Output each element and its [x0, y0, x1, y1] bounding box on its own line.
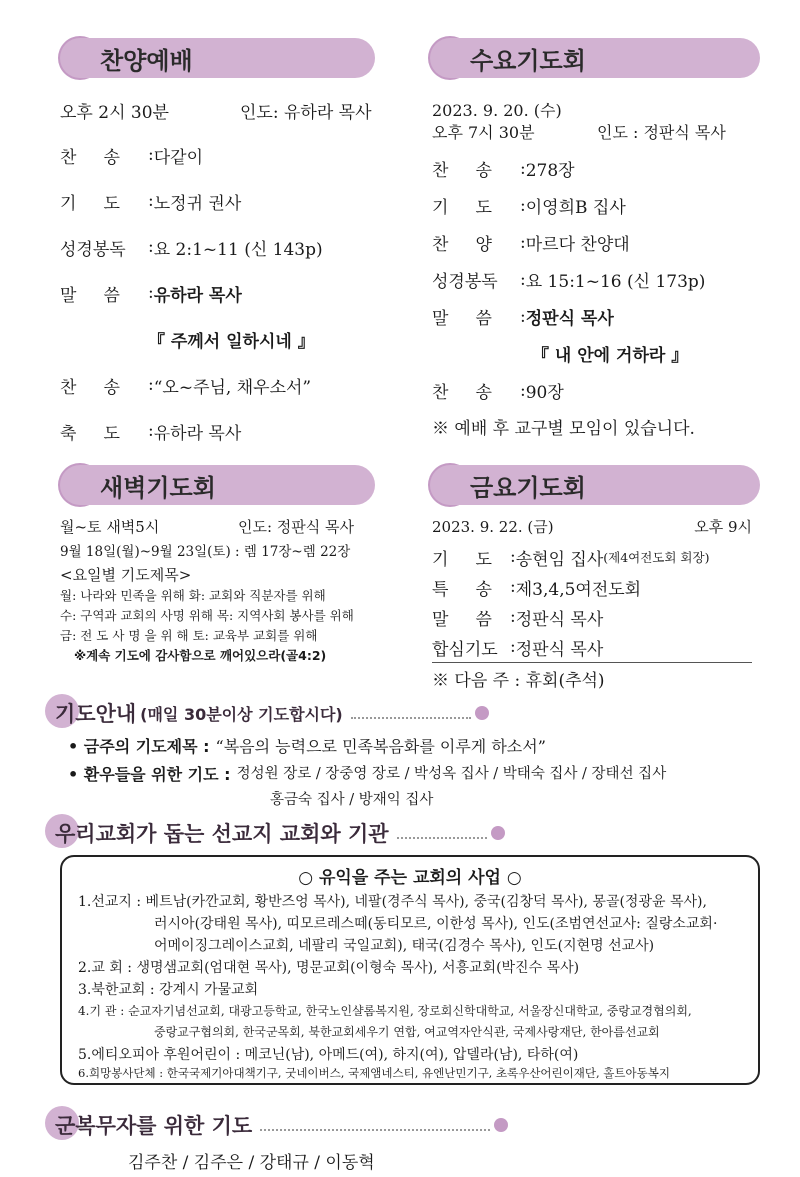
dawn-title: 새벽기도회 [60, 465, 375, 505]
dawn-section [60, 516, 400, 668]
sunday-section: 오후 2시 30분 인도: 유하라 목사 찬 송 : 다같이 기 도 : 노정귀 권사 성경봉독 : 요 2:1~11 (신 143p) 말 씀 : 유하라 목사 『 주께서 일하시네 』 찬 송 : “오~주님, 채우소서” 축 도 : 유하라 목사 [60, 98, 400, 454]
wednesday-section: 2023. 9. 20. (수) 오후 7시 30분 인도 : 정판식 목사 찬 송 : 278장 기 도 : 이영희B 집사 찬 양 : 마르다 찬양대 성경봉독 : 요 15:1~16 (신 173p) 말 씀 : 정판식 목사 『 내 안에 거하라 』 찬 송 : 90장 ※ 예배 후 교구별 모임이 있습니다. [432, 98, 762, 443]
friday-row-value: 정판식 목사 [515, 609, 604, 630]
wednesday-note: ※ 예배 후 교구별 모임이 있습니다. [432, 418, 695, 439]
mission-line: 6.희망봉사단체 : 한국국제기아대책기구, 굿네이버스, 국제앰네스티, 유엔난민기구, 초록우산어린이재단, 홀트아동복지 [78, 1066, 670, 1080]
friday-title: 금요기도회 [430, 465, 760, 505]
mission-title: 우리교회가 돕는 선교지 교회와 기관 [55, 822, 389, 846]
wednesday-row-label: 찬 송 [432, 383, 492, 403]
prayer-section [68, 734, 768, 814]
wednesday-sermon-title: 『 내 안에 거하라 』 [532, 346, 689, 366]
friday-row-label: 말 씀 [432, 609, 492, 630]
wednesday-row-value: 마르다 찬양대 [525, 235, 630, 255]
mission-box-title: ○ 유익을 주는 교회의 사업 ○ [298, 868, 522, 888]
prayer-item-label: • 환우들을 위한 기도 : [68, 765, 231, 784]
dot-icon [494, 1118, 508, 1132]
mission-header [55, 818, 505, 848]
dawn-topic: 금: 전 도 사 명 을 위 해 토: 교육부 교회를 위해 [60, 628, 318, 643]
mission-line: 1.선교지 : 베트남(카깐교회, 황반즈엉 목사), 네팔(경주식 목사), 중국(김창덕 목사), 몽골(정광윤 목사), [78, 894, 707, 910]
friday-row-label: 특 송 [432, 579, 492, 600]
mission-line: 중랑교구협의회, 한국군목회, 북한교회세우기 연합, 여교역자안식관, 국제사랑재단, 한아름선교회 [154, 1025, 660, 1039]
wednesday-row-value: 이영희B 집사 [525, 198, 626, 218]
friday-row-label: 합심기도 [432, 639, 498, 660]
dot-icon [475, 706, 489, 720]
wednesday-row-value: 요 15:1~16 (신 173p) [525, 272, 706, 292]
friday-row-value: 제3,4,5여전도회 [515, 579, 642, 600]
dawn-topic: 수: 구역과 교회의 사명 위해 목: 지역사회 봉사를 위해 [60, 608, 354, 623]
sunday-row-label: 찬 송 [60, 147, 120, 168]
wednesday-row-label: 말 씀 [432, 309, 492, 329]
dawn-topic: 월: 나라와 민족을 위해 화: 교회와 직분자를 위해 [60, 588, 326, 603]
mission-box [60, 855, 760, 1085]
wednesday-row-label: 기 도 [432, 198, 492, 218]
wednesday-row-value: 90장 [525, 383, 564, 403]
wednesday-row-label: 찬 송 [432, 161, 492, 181]
sunday-row-value: 유하라 목사 [153, 423, 242, 444]
sunday-title: 찬양예배 [60, 38, 375, 78]
friday-next: ※ 다음 주 : 휴회(추석) [432, 670, 605, 691]
friday-time: 오후 9시 [694, 518, 752, 536]
wednesday-row-label: 성경봉독 [432, 272, 498, 292]
dawn-leader: 인도: 정판식 목사 [238, 518, 355, 536]
dawn-range: 9월 18일(월)~9월 23일(토) : 렘 17장~렘 22장 [60, 544, 351, 560]
mission-line: 어메이징그레이스교회, 네팔리 국일교회), 태국(김경수 목사), 인도(지현명 선교사) [154, 938, 655, 954]
sunday-leader: 인도: 유하라 목사 [240, 103, 372, 123]
sunday-row-label: 성경봉독 [60, 239, 126, 260]
dawn-verse: ※계속 기도에 감사함으로 깨어있으라(골4:2) [74, 648, 327, 663]
wednesday-sermon-preacher: 정판식 목사 [525, 309, 614, 329]
prayer-item-value: 정성원 장로 / 장중영 장로 / 박성옥 집사 / 박태숙 집사 / 장태선 집사 [236, 766, 667, 782]
friday-row-label: 기 도 [432, 549, 492, 570]
wednesday-row-value: 278장 [525, 161, 575, 181]
sunday-sermon-preacher: 유하라 목사 [153, 285, 242, 306]
military-title: 군복무자를 위한 기도 [55, 1114, 253, 1138]
sunday-row-label: 찬 송 [60, 377, 120, 398]
wednesday-time: 오후 7시 30분 [432, 123, 535, 142]
prayer-header [55, 698, 489, 728]
sunday-row-value: “오~주님, 채우소서” [153, 377, 312, 398]
dawn-topic-head: <요일별 기도제목> [60, 566, 192, 584]
prayer-item-value: “복음의 능력으로 민족복음화를 이루게 하소서” [215, 737, 546, 756]
friday-row-value: 송현임 집사 [515, 549, 604, 570]
mission-line: 5.에티오피아 후원어린이 : 메코닌(남), 아메드(여), 하지(여), 압델라(남), 타하(여) [78, 1047, 579, 1063]
prayer-subtitle: (매일 30분이상 기도합시다) [140, 704, 343, 724]
friday-row-value: 정판식 목사 [515, 639, 604, 660]
dot-icon [491, 826, 505, 840]
friday-row-extra: (제4여전도회 회장) [603, 550, 710, 565]
wednesday-row-label: 찬 양 [432, 235, 492, 255]
prayer-item-label: • 금주의 기도제목 : [68, 737, 210, 756]
sunday-row-value: 요 2:1~11 (신 143p) [153, 239, 323, 260]
mission-line: 3.북한교회 : 강계시 가물교회 [78, 982, 259, 998]
sunday-row-value: 노정귀 권사 [153, 193, 242, 214]
wednesday-date: 2023. 9. 20. (수) [432, 101, 562, 120]
sunday-row-value: 다같이 [153, 147, 204, 168]
wednesday-title: 수요기도회 [430, 38, 760, 78]
mission-line: 4.기 관 : 순교자기념선교회, 대광고등학교, 한국노인샬롬복지원, 장로회신학대학교, 서울장신대학교, 중랑교경협의회, [78, 1004, 692, 1018]
military-names: 김주찬 / 김주은 / 강태규 / 이동혁 [128, 1153, 375, 1173]
mission-line: 러시아(강태원 목사), 띠모르레스떼(동티모르, 이한성 목사), 인도(조범연선교사: 질랑소교회· [154, 916, 718, 932]
sunday-time: 오후 2시 30분 [60, 103, 169, 123]
prayer-item-value: 홍금숙 집사 / 방재익 집사 [270, 792, 434, 808]
military-header [55, 1110, 508, 1140]
wednesday-leader: 인도 : 정판식 목사 [597, 123, 726, 142]
dawn-time: 월~토 새벽5시 [60, 518, 160, 536]
mission-line: 2.교 회 : 생명샘교회(엄대현 목사), 명문교회(이형숙 목사), 서흥교회(박진수 목사) [78, 960, 580, 976]
prayer-title: 기도안내 [55, 702, 137, 726]
sunday-row-label: 축 도 [60, 423, 120, 444]
friday-section: 2023. 9. 22. (금) 오후 9시 기 도 : 송현임 집사 (제4여전도회 회장) 특 송 : 제3,4,5여전도회 말 씀 : 정판식 목사 합심기도 : 정판식 목사 ※ 다음 주 : 휴회(추석) [432, 518, 752, 691]
sunday-row-label: 기 도 [60, 193, 120, 214]
friday-date: 2023. 9. 22. (금) [432, 518, 554, 536]
sunday-row-label: 말 씀 [60, 285, 120, 306]
sunday-sermon-title: 『 주께서 일하시네 』 [148, 331, 315, 352]
